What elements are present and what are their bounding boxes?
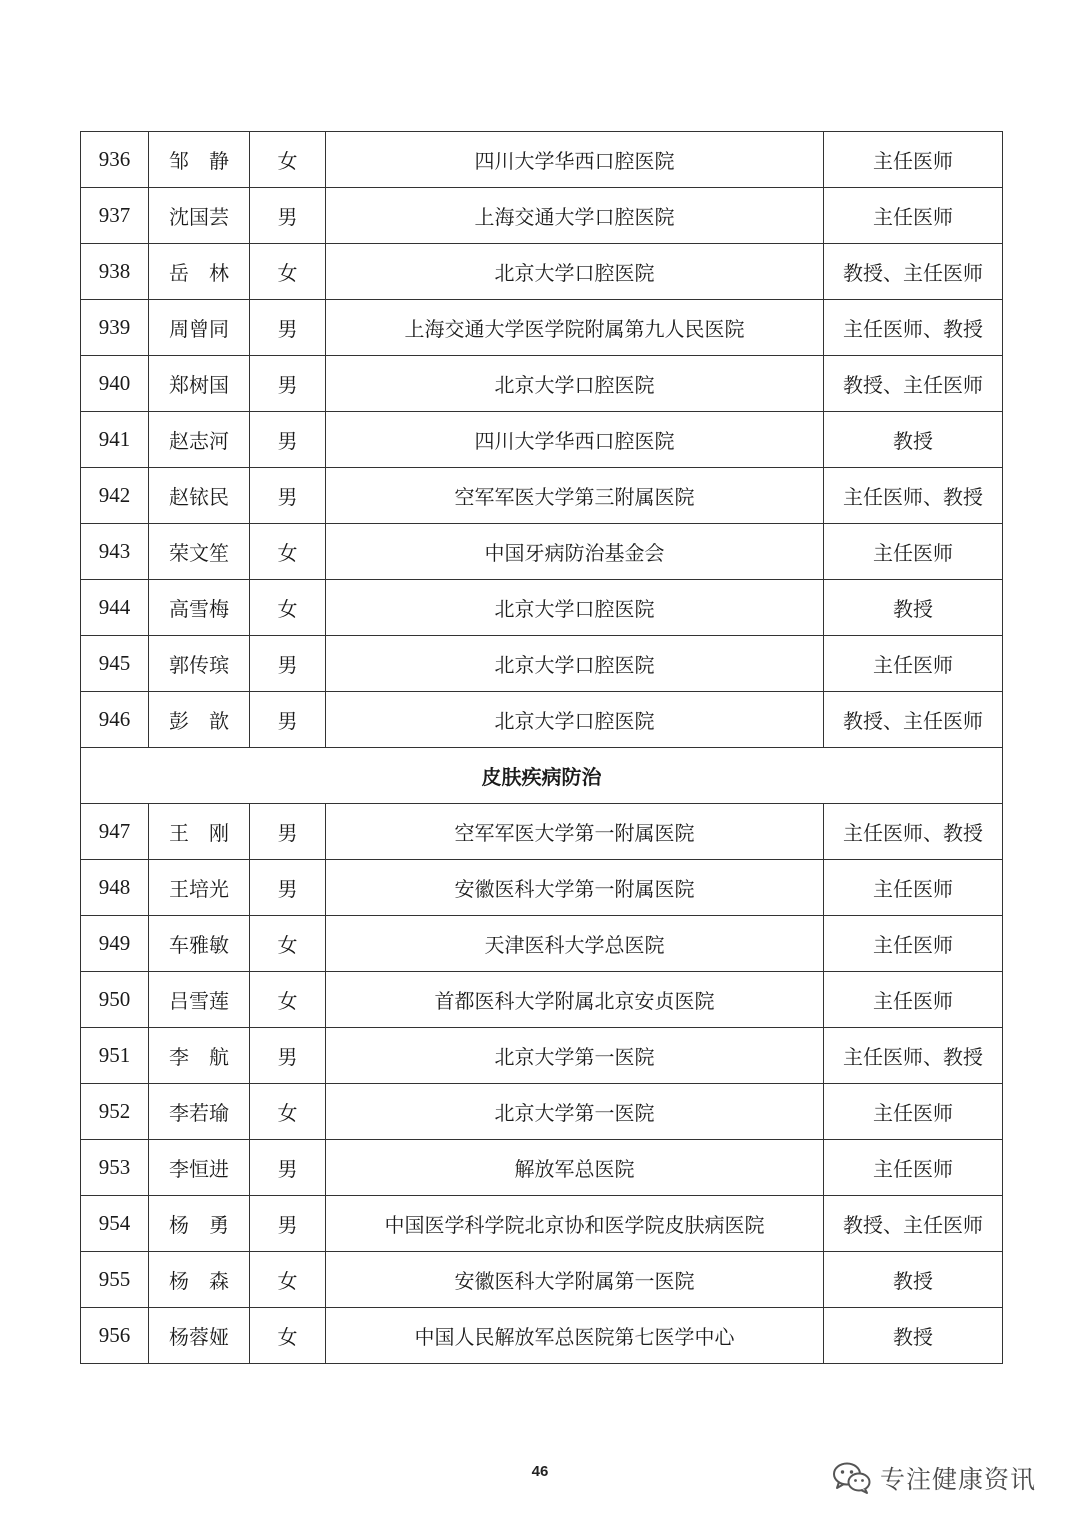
cell-title: 主任医师 [824, 524, 1003, 580]
cell-name: 杨 森 [149, 1252, 250, 1308]
list-table [80, 131, 1003, 1364]
table-row [81, 412, 1003, 468]
cell-name: 吕雪莲 [149, 972, 250, 1028]
watermark [832, 1457, 1036, 1499]
cell-institution: 空军军医大学第三附属医院 [326, 468, 824, 524]
table-row [81, 300, 1003, 356]
cell-name: 车雅敏 [149, 916, 250, 972]
table-row [81, 692, 1003, 748]
cell-institution: 安徽医科大学附属第一医院 [326, 1252, 824, 1308]
cell-title: 教授 [824, 412, 1003, 468]
table-row [81, 468, 1003, 524]
cell-name: 杨 勇 [149, 1196, 250, 1252]
cell-title: 主任医师、教授 [824, 300, 1003, 356]
cell-name: 李恒进 [149, 1140, 250, 1196]
cell-institution: 四川大学华西口腔医院 [326, 412, 824, 468]
cell-title: 主任医师 [824, 636, 1003, 692]
cell-title: 主任医师 [824, 860, 1003, 916]
cell-institution: 四川大学华西口腔医院 [326, 132, 824, 188]
page-number: 46 [531, 1463, 549, 1480]
cell-number: 948 [81, 860, 149, 916]
cell-institution: 上海交通大学口腔医院 [326, 188, 824, 244]
cell-gender: 女 [250, 580, 326, 636]
cell-gender: 女 [250, 524, 326, 580]
cell-title: 教授、主任医师 [824, 244, 1003, 300]
cell-institution: 上海交通大学医学院附属第九人民医院 [326, 300, 824, 356]
cell-institution: 空军军医大学第一附属医院 [326, 804, 824, 860]
cell-name: 郑树国 [149, 356, 250, 412]
table-row [81, 1196, 1003, 1252]
cell-title: 主任医师 [824, 188, 1003, 244]
cell-name: 王 刚 [149, 804, 250, 860]
cell-title: 主任医师 [824, 972, 1003, 1028]
table-row [81, 1084, 1003, 1140]
cell-number: 938 [81, 244, 149, 300]
cell-institution: 中国医学科学院北京协和医学院皮肤病医院 [326, 1196, 824, 1252]
cell-name: 荣文笙 [149, 524, 250, 580]
cell-gender: 男 [250, 188, 326, 244]
cell-name: 周曾同 [149, 300, 250, 356]
cell-number: 945 [81, 636, 149, 692]
cell-institution: 安徽医科大学第一附属医院 [326, 860, 824, 916]
cell-institution: 北京大学口腔医院 [326, 356, 824, 412]
table-row [81, 1308, 1003, 1364]
cell-number: 936 [81, 132, 149, 188]
cell-institution: 北京大学口腔医院 [326, 580, 824, 636]
cell-gender: 女 [250, 1084, 326, 1140]
cell-gender: 女 [250, 244, 326, 300]
cell-gender: 男 [250, 300, 326, 356]
cell-gender: 男 [250, 1196, 326, 1252]
table-row [81, 860, 1003, 916]
cell-institution: 解放军总医院 [326, 1140, 824, 1196]
cell-gender: 女 [250, 972, 326, 1028]
section-heading: 皮肤疾病防治 [81, 748, 1003, 804]
cell-number: 947 [81, 804, 149, 860]
cell-title: 教授 [824, 580, 1003, 636]
cell-gender: 男 [250, 412, 326, 468]
cell-number: 941 [81, 412, 149, 468]
table-row [81, 804, 1003, 860]
cell-title: 主任医师、教授 [824, 1028, 1003, 1084]
cell-number: 944 [81, 580, 149, 636]
cell-gender: 女 [250, 916, 326, 972]
cell-number: 955 [81, 1252, 149, 1308]
cell-name: 高雪梅 [149, 580, 250, 636]
cell-title: 教授、主任医师 [824, 692, 1003, 748]
cell-name: 邹 静 [149, 132, 250, 188]
cell-name: 杨蓉娅 [149, 1308, 250, 1364]
section-row [81, 748, 1003, 804]
cell-number: 952 [81, 1084, 149, 1140]
cell-name: 沈国芸 [149, 188, 250, 244]
cell-title: 主任医师 [824, 1084, 1003, 1140]
table-row [81, 1140, 1003, 1196]
cell-name: 王培光 [149, 860, 250, 916]
cell-gender: 男 [250, 804, 326, 860]
cell-number: 956 [81, 1308, 149, 1364]
table-row [81, 132, 1003, 188]
cell-title: 教授、主任医师 [824, 356, 1003, 412]
table-row [81, 916, 1003, 972]
table-row [81, 580, 1003, 636]
cell-institution: 中国人民解放军总医院第七医学中心 [326, 1308, 824, 1364]
cell-number: 951 [81, 1028, 149, 1084]
cell-gender: 男 [250, 1028, 326, 1084]
cell-title: 主任医师、教授 [824, 468, 1003, 524]
cell-gender: 男 [250, 356, 326, 412]
cell-title: 教授 [824, 1308, 1003, 1364]
cell-institution: 北京大学第一医院 [326, 1084, 824, 1140]
cell-number: 954 [81, 1196, 149, 1252]
cell-title: 主任医师 [824, 132, 1003, 188]
cell-number: 949 [81, 916, 149, 972]
cell-name: 郭传瑸 [149, 636, 250, 692]
cell-institution: 首都医科大学附属北京安贞医院 [326, 972, 824, 1028]
cell-number: 953 [81, 1140, 149, 1196]
wechat-icon [832, 1461, 872, 1495]
table-row [81, 524, 1003, 580]
cell-gender: 男 [250, 636, 326, 692]
table-row [81, 244, 1003, 300]
cell-title: 主任医师 [824, 1140, 1003, 1196]
cell-institution: 北京大学第一医院 [326, 1028, 824, 1084]
table-row [81, 972, 1003, 1028]
cell-gender: 男 [250, 692, 326, 748]
cell-institution: 天津医科大学总医院 [326, 916, 824, 972]
cell-institution: 中国牙病防治基金会 [326, 524, 824, 580]
watermark-text: 专注健康资讯 [880, 1465, 1037, 1494]
cell-gender: 女 [250, 1252, 326, 1308]
cell-institution: 北京大学口腔医院 [326, 244, 824, 300]
table-row [81, 1028, 1003, 1084]
cell-title: 主任医师 [824, 916, 1003, 972]
cell-title: 主任医师、教授 [824, 804, 1003, 860]
cell-name: 赵志河 [149, 412, 250, 468]
table-row [81, 1252, 1003, 1308]
cell-institution: 北京大学口腔医院 [326, 636, 824, 692]
cell-institution: 北京大学口腔医院 [326, 692, 824, 748]
cell-gender: 男 [250, 468, 326, 524]
cell-name: 彭 歆 [149, 692, 250, 748]
cell-gender: 女 [250, 132, 326, 188]
table-row [81, 636, 1003, 692]
cell-number: 943 [81, 524, 149, 580]
cell-number: 939 [81, 300, 149, 356]
cell-gender: 男 [250, 860, 326, 916]
cell-gender: 女 [250, 1308, 326, 1364]
cell-name: 李 航 [149, 1028, 250, 1084]
table-row [81, 356, 1003, 412]
cell-number: 940 [81, 356, 149, 412]
cell-gender: 男 [250, 1140, 326, 1196]
cell-number: 937 [81, 188, 149, 244]
cell-number: 942 [81, 468, 149, 524]
cell-name: 岳 林 [149, 244, 250, 300]
cell-title: 教授 [824, 1252, 1003, 1308]
cell-number: 946 [81, 692, 149, 748]
cell-number: 950 [81, 972, 149, 1028]
cell-name: 李若瑜 [149, 1084, 250, 1140]
cell-title: 教授、主任医师 [824, 1196, 1003, 1252]
table-row [81, 188, 1003, 244]
cell-name: 赵铱民 [149, 468, 250, 524]
